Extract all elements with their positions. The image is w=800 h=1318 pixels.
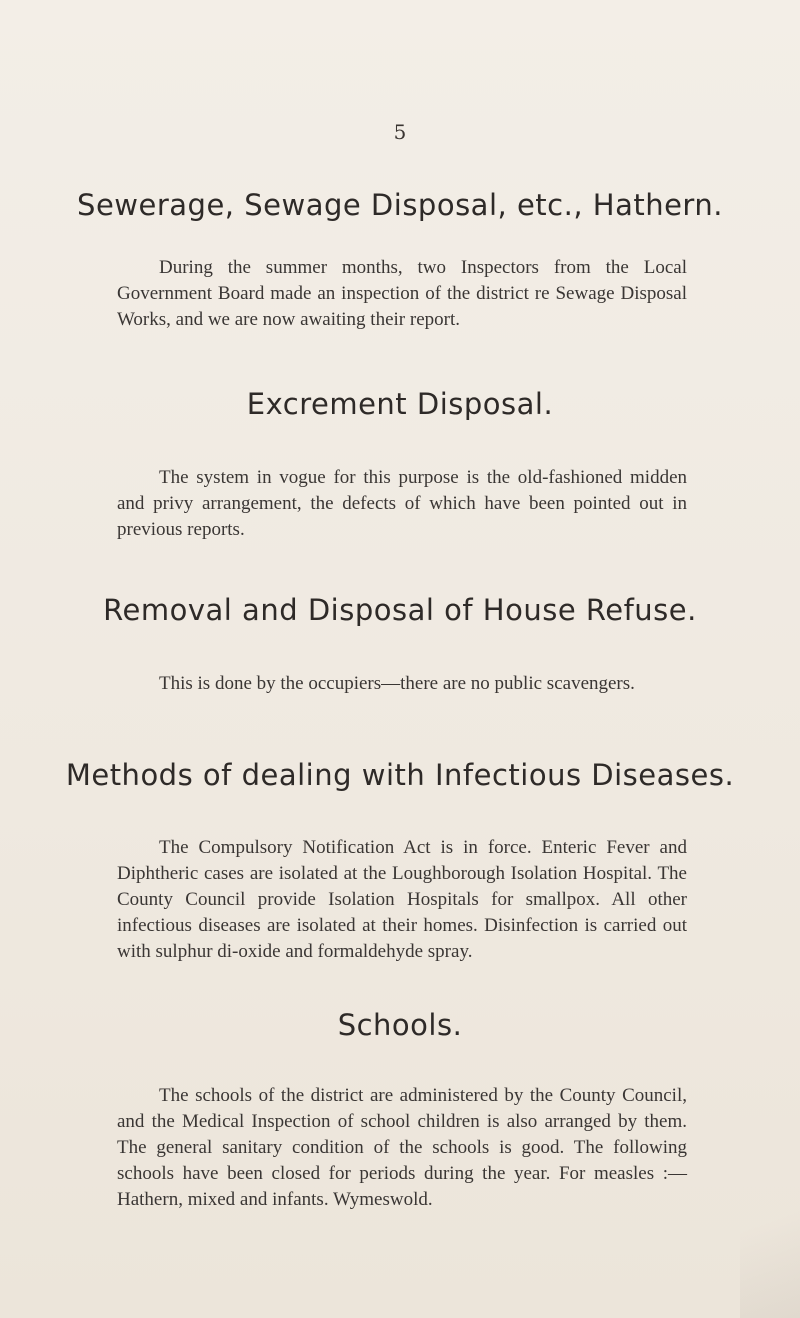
page-shadow (740, 1158, 800, 1318)
paragraph-excrement-disposal: The system in vogue for this purpose is the old-fashioned midden and privy arrangement, the defects of which have been pointed out in previous reports. (117, 467, 687, 540)
heading-house-refuse: Removal and Disposal of House Refuse. (103, 593, 697, 627)
heading-schools: Schools. (337, 1008, 463, 1042)
paragraph-infectious-diseases: The Compulsory Notification Act is in force. Enteric Fever and Diphtheric cases are isolated at the Loughborough Isolation Hospital. The County Council provide Isolation Hospitals for smallpox. All other infectious diseases are isolated at their homes. Disinfection is carried out with sulphur di-oxide and formaldehyde spray. (117, 837, 687, 962)
paragraph-schools: The schools of the district are administered by the County Council, and the Medical Inspection of school children is also arranged by them. The general sanitary condition of the schools is good. The following schools have been closed for periods during the year. For measles :— Hathern, mixed and infants. Wymeswold. (117, 1085, 687, 1210)
heading-sewerage: Sewerage, Sewage Disposal, etc., Hathern. (77, 188, 723, 222)
heading-excrement-disposal: Excrement Disposal. (246, 387, 554, 421)
heading-infectious-diseases: Methods of dealing with Infectious Diseases. (65, 758, 735, 792)
page-number: 5 (393, 120, 407, 144)
paragraph-house-refuse: This is done by the occupiers—there are no public scavengers. (159, 673, 635, 694)
paragraph-sewerage: During the summer months, two Inspectors from the Local Government Board made an inspection of the district re Sewage Disposal Works, and we are now awaiting their report. (117, 257, 687, 330)
